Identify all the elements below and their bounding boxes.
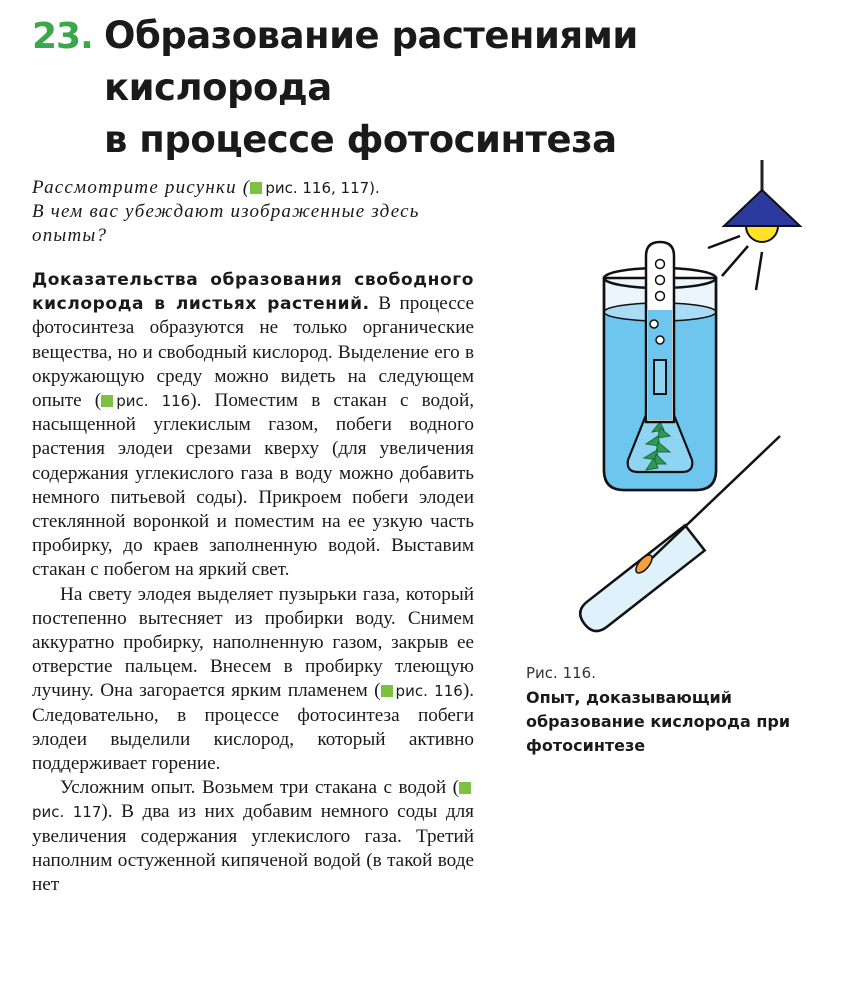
intro-line-3: опыты? — [32, 225, 108, 246]
reference-square-icon — [101, 395, 113, 407]
intro-question — [32, 176, 474, 248]
caption-text: Опыт, доказывающий образование кислорода при фотосинтезе — [526, 688, 791, 755]
title-line-2: в процессе фотосинтеза — [104, 118, 617, 161]
body-text — [32, 268, 474, 897]
reference-square-icon — [459, 782, 471, 794]
lamp-icon — [708, 160, 800, 290]
figure-reference: рис. 116, 117). — [250, 179, 379, 197]
title-line-1: Образование растениями кислорода — [104, 14, 638, 109]
caption-label: Рис. 116. — [526, 664, 596, 682]
figure-reference: рис. 116 — [381, 682, 463, 700]
figure-reference: рис. 116 — [101, 392, 190, 410]
chapter-title — [104, 10, 852, 166]
reference-square-icon — [381, 685, 393, 697]
test-tube-icon — [646, 242, 674, 422]
figure-116-illustration — [560, 160, 840, 640]
intro-line-1: Рассмотрите рисунки ( — [32, 177, 251, 198]
paragraph-3: Усложним опыт. Возьмем три стакана с водой (рис. 117). В два из них добавим немного соды для увеличения содержания углекислого газа. Третий наполним остуженной кипяченой водой (в такой воде нет — [32, 777, 474, 896]
intro-line-2: В чем вас убеждают изображенные здесь — [32, 201, 420, 222]
chapter-number: 23. — [32, 16, 93, 57]
figure-caption — [526, 664, 826, 758]
subheading: Доказательства образования свободного кислорода в листьях растений. — [32, 270, 474, 315]
paragraph-1: Доказательства образования свободного кислорода в листьях растений. В процессе фотосинтеза образуются не только органические вещества, но и свободный кислород. Выделение его в окружающую среду можно видеть на следующем опыте ( рис. 116). Поместим в стакан с водой, насыщенной углекислым газом, побеги водного растения элодеи срезами кверху (для увеличения содержания углекислого газа в воду можно добавить немного питьевой соды). Прикроем побеги элодеи стеклянной воронкой и поместим на ее узкую часть пробирку, до краев заполненную водой. Выставим стакан с побегом на яркий свет. — [32, 270, 475, 581]
reference-square-icon — [250, 182, 262, 194]
figure-reference: рис. 117 — [32, 779, 474, 821]
paragraph-2: На свету элодея выделяет пузырьки газа, который постепенно вытесняет из пробирки воду. Снимем аккуратно пробирку, наполненную газом, закрыв ее отверстие пальцем. Внесем в пробирку тлеющую лучину. Она загорается ярким пламенем ( рис. 116). Следовательно, в процессе фотосинтеза побеги элодеи выделили кислород, который активно поддерживает горение. — [32, 583, 475, 775]
